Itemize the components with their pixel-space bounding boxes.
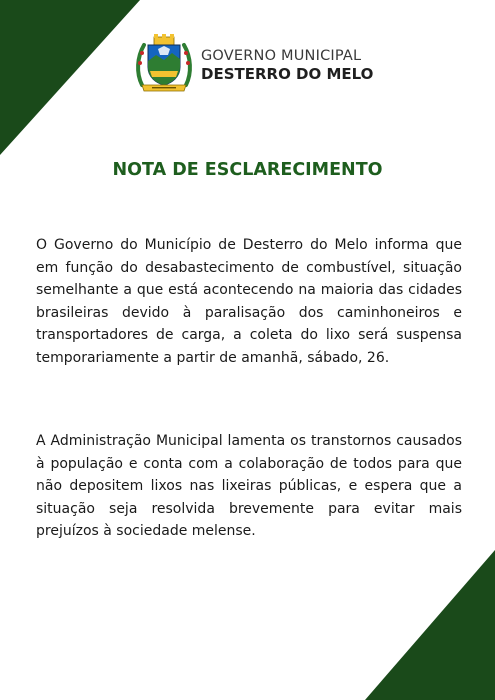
organization-line2: DESTERRO DO MELO [201, 65, 374, 83]
organization-line1: GOVERNO MUNICIPAL [201, 48, 362, 64]
bottom-right-corner-decoration [365, 550, 495, 700]
header [134, 33, 374, 95]
coat-of-arms-logo-icon [134, 33, 194, 95]
document-title: NOTA DE ESCLARECIMENTO [112, 160, 383, 180]
top-left-corner-decoration [0, 0, 140, 155]
paragraph-2: A Administração Municipal lamenta os transtornos causados à população e conta com a colaboração de todos para que não depositem lixos nas lixeiras públicas, e espera que a situação seja resolvida brevemente para evitar mais prejuízos à sociedade melense. [36, 433, 462, 539]
organization-name [201, 48, 373, 83]
paragraph-1: O Governo do Município de Desterro do Melo informa que em função do desabastecimento de combustível, situação semelhante a que está acontecendo na maioria das cidades brasileiras devido à paralisação dos caminhoneiros e transportadores de carga, a coleta do lixo será suspensa temporariamente a partir de amanhã, sábado, 26. [36, 237, 462, 366]
